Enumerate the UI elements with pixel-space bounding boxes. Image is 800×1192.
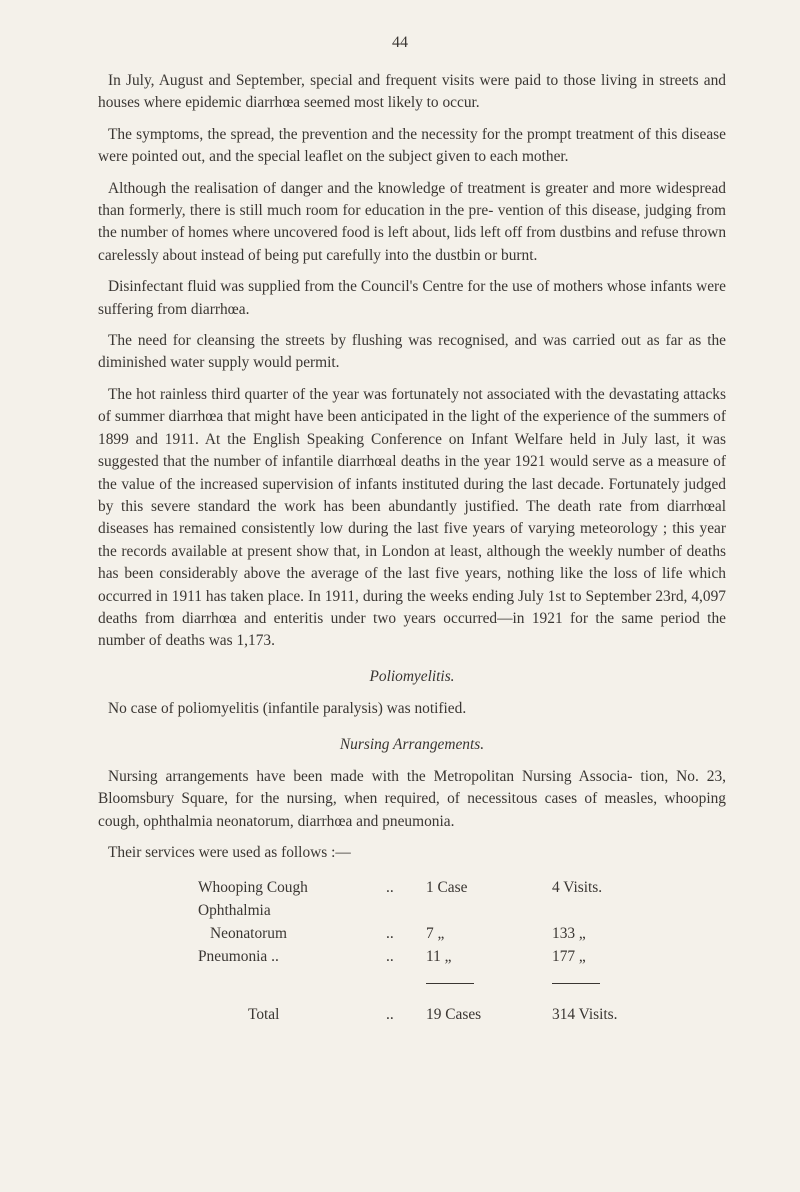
services-table: [198, 877, 672, 1027]
paragraph: Although the realisation of danger and the knowledge of treatment is greater and more widespread than formerly, there is still much room for education in the pre- vention of this disease, judging from the number of homes where uncovered food is left about, lids left off from dustbins and refuse thrown carelessly about instead of being put carefully into the dustbin or burnt.: [98, 179, 727, 264]
document-body: [98, 70, 726, 1027]
section-heading-nursing: Nursing Arrangements.: [339, 735, 485, 753]
row-visits: 4 Visits.: [552, 879, 603, 897]
table-row: [198, 923, 672, 946]
paragraph: The symptoms, the spread, the prevention and the necessity for the prompt treatment of this disease were pointed out, and the special leaflet on the subject given to each mother.: [98, 125, 726, 166]
table-row: [198, 877, 672, 900]
row-visits: 133 „: [552, 925, 586, 943]
row-name: Pneumonia ..: [198, 948, 279, 966]
row-name: Neonatorum: [210, 925, 287, 943]
row-visits: 177 „: [552, 948, 586, 966]
nursing-text: Nursing arrangements have been made with the Metropolitan Nursing Associa- tion, No. 23, Bloomsbury Square, for the nursing, when required, of necessitous cases of measles, whooping cough, ophthalmia neonatorum, diarrhœa and pneumonia.: [98, 767, 726, 830]
row-cases: [426, 900, 552, 923]
poliomyelitis-text: No case of poliomyelitis (infantile paralysis) was notified.: [108, 700, 467, 718]
divider-rule: [552, 983, 600, 984]
row-name: Ophthalmia: [198, 902, 271, 920]
row-name: Whooping Cough: [198, 879, 308, 897]
row-dots: [386, 900, 426, 923]
table-row: [198, 900, 672, 923]
row-cases: 1 Case: [426, 879, 468, 897]
total-cases: 19 Cases: [426, 1006, 482, 1024]
rule-row: [198, 969, 672, 992]
paragraph: In July, August and September, special and frequent visits were paid to those living in streets and houses where epidemic diarrhœa seemed most likely to occur.: [98, 72, 726, 112]
paragraph: The hot rainless third quarter of the year was fortunately not associated with the devastating attacks of summer diarrhœa that might have been anticipated in the light of the experience of the summers of 1899 and 1911. At the English Speaking Conference on Infant Welfare held in July last, it was suggested that the number of infantile diarrhœal deaths in the year 1921 would serve as a measure of the value of the increased supervision of infants instituted during the last decade. Fortunately judged by this severe standard the work has been abundantly justified. The death rate from diarrhœal diseases has remained consistently low during the last five years of varying meteorology ; this year the records available at present show that, in London at least, although the weekly number of deaths has been considerably above the average of the last five years, nothing like the loss of life which occurred in 1911 has taken place. In 1911, during the weeks ending July 1st to September 23rd, 4,097 deaths from diarrhœa and enteritis under two years occurred—in 1921 for the same period the number of deaths was 1,173.: [98, 385, 726, 650]
row-cases: 7 „: [426, 925, 445, 943]
table-row: [198, 946, 672, 969]
row-cases: 11 „: [426, 948, 452, 966]
total-name: Total: [248, 1006, 280, 1024]
row-dots: ..: [386, 925, 394, 943]
row-dots: ..: [386, 879, 394, 897]
section-heading-poliomyelitis: Poliomyelitis.: [369, 667, 455, 685]
page-number: 44: [392, 34, 408, 51]
divider-rule: [426, 983, 474, 984]
paragraph: Disinfectant fluid was supplied from the Council's Centre for the use of mothers whose infants were suffering from diarrhœa.: [98, 278, 726, 318]
table-row-total: [198, 992, 672, 1027]
row-dots: ..: [386, 948, 394, 966]
total-visits: 314 Visits.: [552, 1006, 618, 1024]
services-intro: Their services were used as follows :—: [108, 844, 351, 862]
total-dots: ..: [386, 1006, 394, 1024]
row-visits: [552, 900, 672, 923]
paragraph: The need for cleansing the streets by flushing was recognised, and was carried out as far as the diminished water supply would permit.: [98, 332, 726, 372]
